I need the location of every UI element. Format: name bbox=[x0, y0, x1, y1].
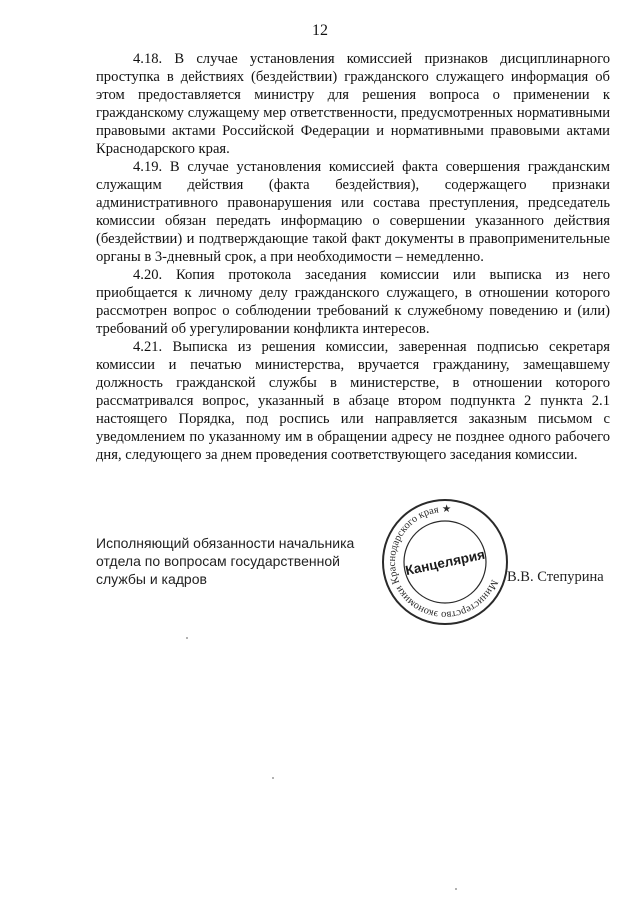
paragraph-4-18: 4.18. В случае установления комиссией признаков дисциплинарного проступка в действиях (бездействии) гражданского служащего информация об этом предоставляется министру для решения вопроса о применении к гражданскому служащему мер ответственности, предусмотренных нормативными правовыми актами Российской Федерации и нормативными правовыми актами Краснодарского края. bbox=[96, 51, 610, 157]
paragraph-4-19: 4.19. В случае установления комиссией факта совершения гражданским служащим действия (факта бездействия), содержащего признаки административного правонарушения или состава преступления, председатель комиссии обязан передать информацию о совершении указанного действия (бездействии) и подтверждающие такой факт документы в правоприменительные органы в 3-дневный срок, а при необходимости – немедленно. bbox=[96, 159, 610, 265]
signatory-position-line: Исполняющий обязанности начальника bbox=[96, 535, 355, 551]
scan-speck bbox=[272, 777, 274, 779]
stamp-outer-text: Министерство экономики Краснодарского края ★ bbox=[386, 503, 500, 621]
signatory-position-line: службы и кадров bbox=[96, 571, 207, 587]
scan-speck bbox=[455, 888, 457, 890]
scan-speck bbox=[186, 637, 188, 639]
paragraph-4-20: 4.20. Копия протокола заседания комиссии или выписка из него приобщается к личному делу гражданского служащего, в отношении которого рассмотрен вопрос о соблюдении требований к служебному поведению и (или) требований об урегулировании конфликта интересов. bbox=[96, 267, 610, 337]
office-stamp bbox=[380, 497, 510, 627]
signatory-position bbox=[96, 534, 366, 588]
stamp-center-text: Канцелярия bbox=[404, 546, 487, 579]
document-body bbox=[96, 50, 610, 464]
paragraph-4-21: 4.21. Выписка из решения комиссии, заверенная подписью секретаря комиссии и печатью министерства, вручается гражданину, замещавшему должность гражданской службы в министерстве, в отношении которого рассматривался вопрос, указанный в абзаце втором подпункта 2 пункта 2.1 настоящего Порядка, под роспись или направляется заказным письмом с уведомлением по указанному им в обращении адресу не позднее одного рабочего дня, следующего за днем проведения соответствующего заседания комиссии. bbox=[96, 339, 610, 463]
page-number: 12 bbox=[312, 22, 328, 39]
signer-name: В.В. Степурина bbox=[507, 569, 604, 585]
signatory-position-line: отдела по вопросам государственной bbox=[96, 553, 340, 569]
